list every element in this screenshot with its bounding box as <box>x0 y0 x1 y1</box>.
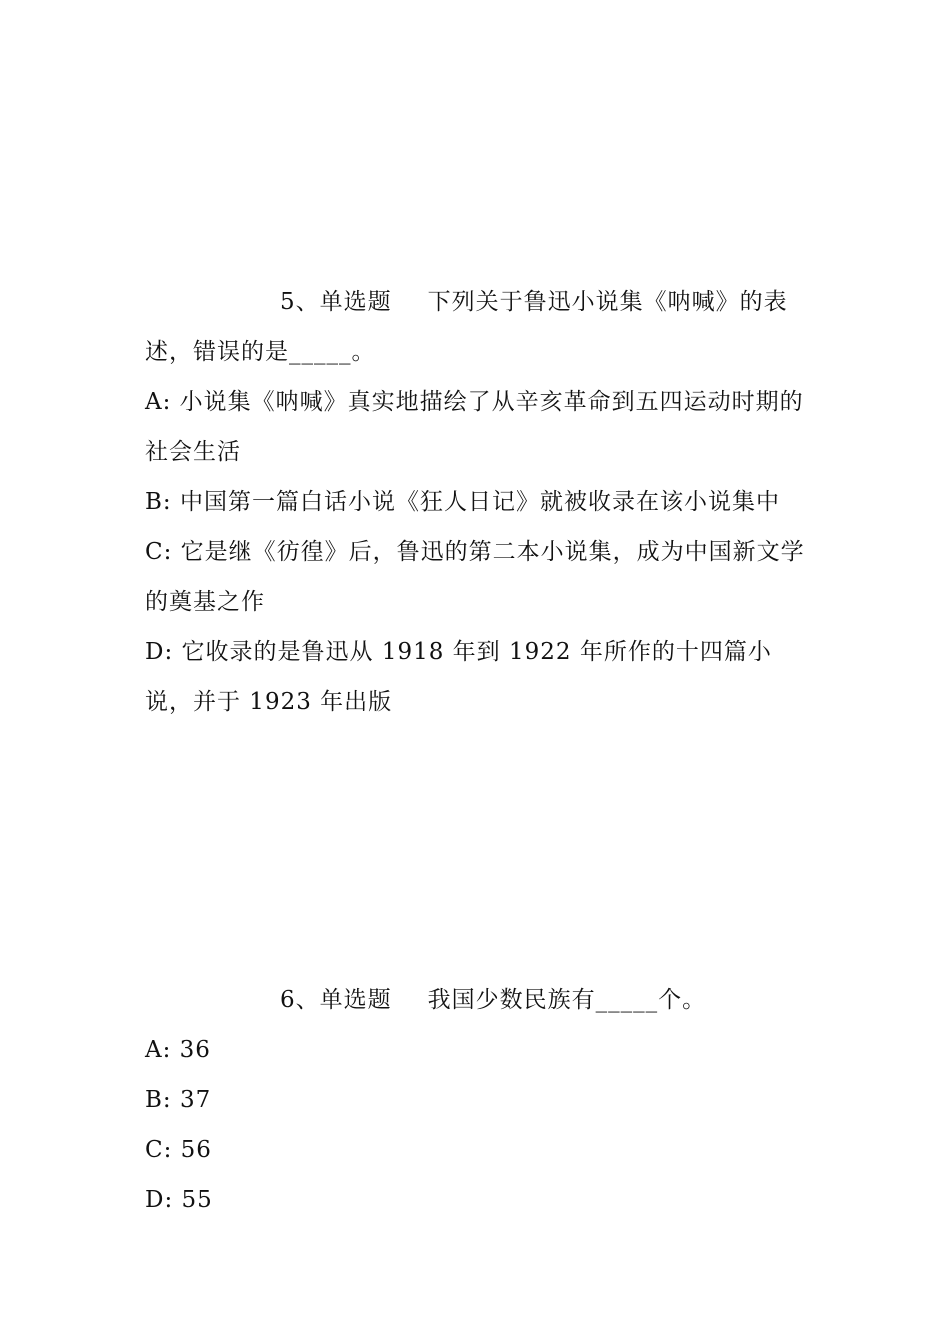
option-text: 它是继《彷徨》后，鲁迅的第二本小说集，成为中国新文学的奠基之作 <box>145 539 805 615</box>
option-label: B: <box>145 489 172 515</box>
option-d <box>145 1175 815 1225</box>
option-label: D: <box>145 639 174 665</box>
option-b <box>145 477 815 527</box>
option-label: C: <box>145 539 173 565</box>
question-6 <box>145 975 815 1225</box>
option-text: 37 <box>179 1087 212 1113</box>
option-label: A: <box>145 1037 172 1063</box>
option-c <box>145 527 815 627</box>
question-5 <box>145 277 815 727</box>
option-text: 小说集《呐喊》真实地描绘了从辛亥革命到五四运动时期的社会生活 <box>145 389 804 465</box>
option-text: 55 <box>181 1187 213 1213</box>
option-text: 中国第一篇白话小说《狂人日记》就被收录在该小说集中 <box>179 489 780 515</box>
option-c <box>145 1125 815 1175</box>
option-a <box>145 377 815 477</box>
question-text: 下列关于鲁迅小说集《呐喊》的表 <box>427 289 788 315</box>
question-text-continued: 述，错误的是_____。 <box>145 339 376 365</box>
option-label: B: <box>145 1087 172 1113</box>
option-b <box>145 1075 815 1125</box>
option-text: 56 <box>180 1137 212 1163</box>
option-label: C: <box>145 1137 173 1163</box>
option-a <box>145 1025 815 1075</box>
question-stem <box>145 975 815 1025</box>
option-text: 它收录的是鲁迅从 1918 年到 1922 年所作的十四篇小说，并于 1923 年出版 <box>145 639 772 715</box>
question-text: 我国少数民族有_____个。 <box>427 987 707 1013</box>
option-label: D: <box>145 1187 174 1213</box>
question-number-type: 6、单选题 <box>280 987 392 1013</box>
question-stem <box>145 277 815 327</box>
question-number-type: 5、单选题 <box>280 289 392 315</box>
option-d <box>145 627 815 727</box>
option-text: 36 <box>179 1037 211 1063</box>
option-label: A: <box>145 389 172 415</box>
